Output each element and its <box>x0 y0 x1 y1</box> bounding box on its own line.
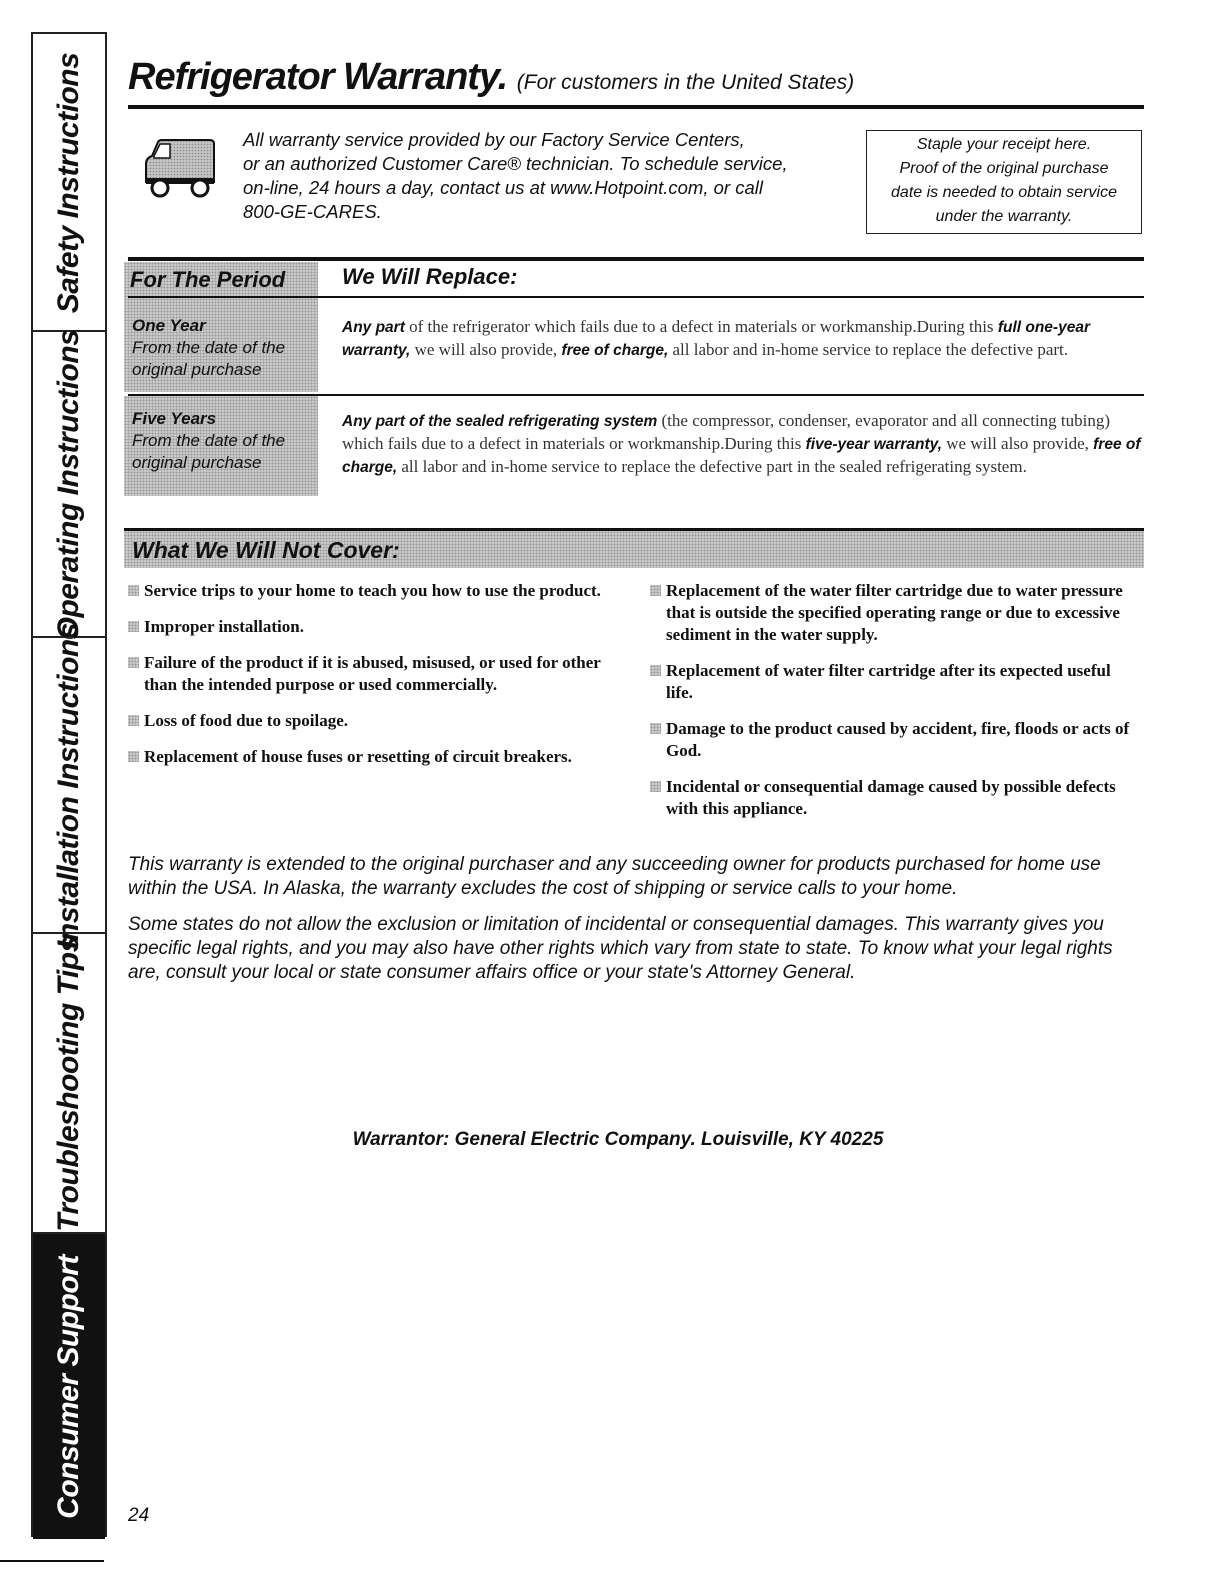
bullet-icon <box>128 751 139 762</box>
tab-operating-instructions[interactable] <box>33 329 105 641</box>
not-cover-header: What We Will Not Cover: <box>124 528 1144 568</box>
bullet-icon <box>650 665 661 676</box>
not-cover-left-list <box>128 580 618 782</box>
receipt-box: Staple your receipt here. Proof of the original purchase date is needed to obtain service under the warranty. <box>866 130 1142 234</box>
bullet-icon <box>128 621 139 632</box>
tab-consumer-support[interactable] <box>33 1232 105 1539</box>
warrantor-line: Warrantor: General Electric Company. Louisville, KY 40225 <box>352 1129 884 1150</box>
list-item: Replacement of house fuses or resetting of circuit breakers. <box>128 746 618 768</box>
replace-header: We Will Replace: <box>342 264 518 289</box>
footer-rule <box>0 1560 104 1562</box>
list-item: Improper installation. <box>128 616 618 638</box>
period-header: For The Period <box>124 262 318 298</box>
list-item: Failure of the product if it is abused, misused, or used for other than the intended purpose or used commercially. <box>128 652 618 696</box>
intro-text: All warranty service provided by our Factory Service Centers, or an authorized Customer Care® technician. To schedule service, on-line, 24 hours a day, contact us at www.Hotpoint.com, or call 800-GE-CARES. <box>243 129 788 222</box>
page-title: Refrigerator Warranty. (For customers in the United States) <box>128 56 855 98</box>
coverage-one-year: Any part of the refrigerator which fails due to a defect in materials or workmanship.During this full one-year warranty, we will also provide, free of charge, all labor and in-home service to replace the defective part. <box>342 317 1090 359</box>
period-five-years: Five Years From the date of the original purchase <box>124 396 318 496</box>
tab-label: Consumer Support <box>52 1254 85 1519</box>
tab-label: Safety Instructions <box>52 52 85 314</box>
list-item: Service trips to your home to teach you how to use the product. <box>128 580 618 602</box>
bullet-icon <box>128 585 139 596</box>
title-rule <box>128 105 1144 109</box>
tab-label: Operating Instructions <box>52 329 85 641</box>
table-top-rule <box>128 257 1144 261</box>
bullet-icon <box>650 723 661 734</box>
tab-troubleshooting-tips[interactable] <box>33 932 105 1234</box>
tab-installation-instructions[interactable] <box>33 623 105 949</box>
warranty-extent-paragraph: This warranty is extended to the original purchaser and any succeeding owner for products purchased for home use within the USA. In Alaska, the warranty excludes the cost of shipping or service calls to your home. <box>128 854 1101 899</box>
coverage-five-years: Any part of the sealed refrigerating system (the compressor, condenser, evaporator and all connecting tubing) which fails due to a defect in materials or workmanship.During this five-year warranty, we will also provide, free of charge, all labor and in-home service to replace the defective part in the sealed refrigerating system. <box>342 411 1141 476</box>
page-subtitle: (For customers in the United States) <box>516 71 855 94</box>
tab-label: Troubleshooting Tips <box>52 936 85 1232</box>
period-one-year: One Year From the date of the original purchase <box>124 298 318 392</box>
list-item: Replacement of water filter cartridge after its expected useful life. <box>650 660 1140 704</box>
list-item: Loss of food due to spoilage. <box>128 710 618 732</box>
bullet-icon <box>128 657 139 668</box>
not-cover-right-list <box>650 580 1140 834</box>
section-tabs <box>31 32 107 1537</box>
tab-safety-instructions[interactable] <box>33 32 105 332</box>
legal-rights-paragraph: Some states do not allow the exclusion or limitation of incidental or consequential damages. This warranty gives you specific legal rights, and you may also have other rights which vary from state to state. To know what your legal rights are, consult your local or state consumer affairs office or your state's Attorney General. <box>128 914 1113 983</box>
bullet-icon <box>650 585 661 596</box>
service-truck-icon <box>140 134 218 200</box>
list-item: Damage to the product caused by accident, fire, floods or acts of God. <box>650 718 1140 762</box>
list-item: Incidental or consequential damage caused by possible defects with this appliance. <box>650 776 1140 820</box>
bullet-icon <box>650 781 661 792</box>
bullet-icon <box>128 715 139 726</box>
tab-label: Installation Instructions <box>52 623 85 949</box>
list-item: Replacement of the water filter cartridge due to water pressure that is outside the specified operating range or due to excessive sediment in the water supply. <box>650 580 1140 646</box>
page-number: 24 <box>128 1505 150 1526</box>
